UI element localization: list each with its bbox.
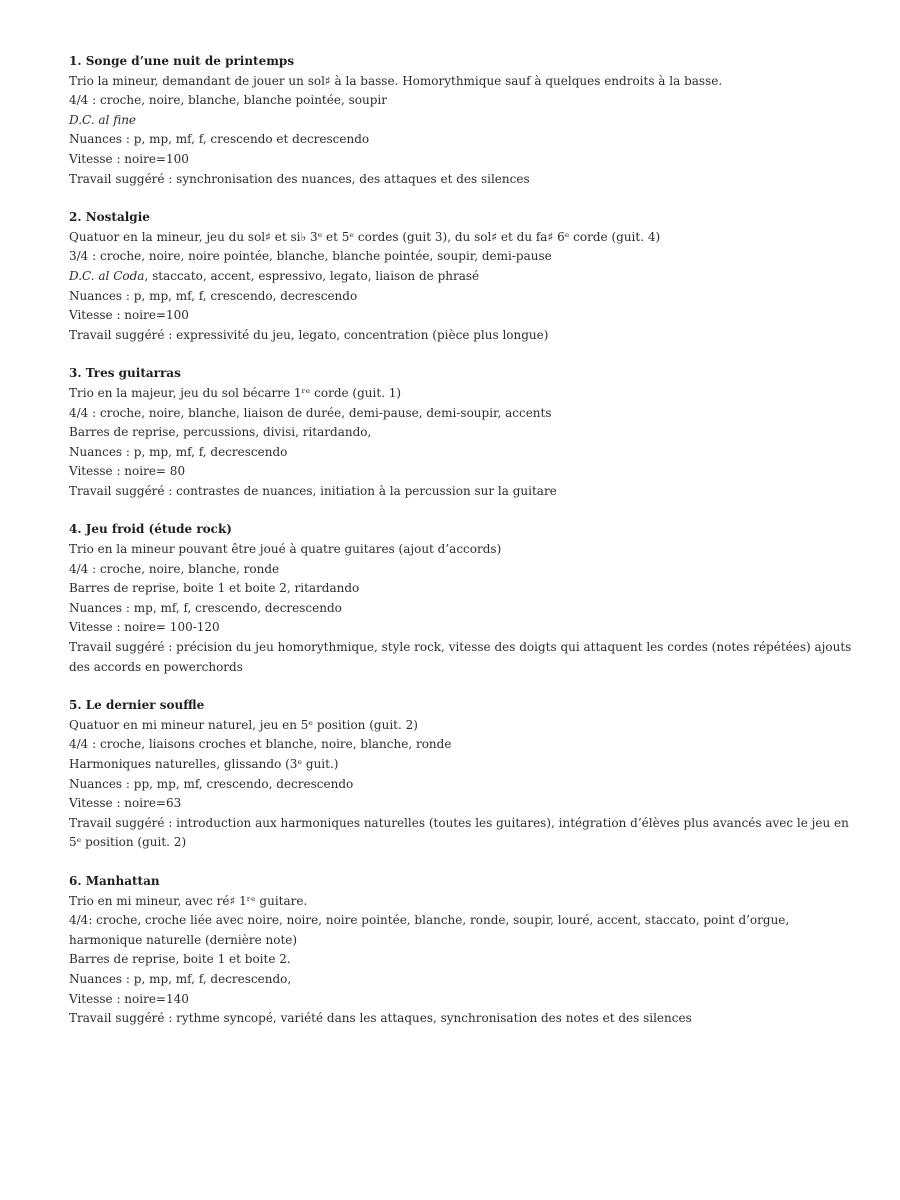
- piece-dynamics: Nuances : p, mp, mf, f, decrescendo,: [69, 971, 292, 986]
- piece-techniques: Harmoniques naturelles, glissando (3ᵉ guit.): [69, 757, 339, 771]
- piece-tempo: Vitesse : noire=100: [69, 151, 189, 166]
- piece-articulations: , staccato, accent, espressivo, legato, liaison de phrasé: [144, 268, 480, 283]
- piece-section-6: [69, 872, 859, 1029]
- piece-rhythms: 4/4 : croche, noire, blanche, liaison de durée, demi-pause, demi-soupir, accents: [69, 405, 552, 420]
- piece-rhythms: 4/4 : croche, noire, blanche, blanche pointée, soupir: [69, 93, 387, 108]
- piece-description: Trio en la majeur, jeu du sol bécarre 1ʳᵉ corde (guit. 1): [69, 385, 402, 400]
- piece-techniques: Barres de reprise, boite 1 et boite 2.: [69, 952, 291, 967]
- piece-section-3: [69, 364, 859, 501]
- piece-tempo: Vitesse : noire=63: [69, 796, 182, 811]
- piece-section-1: [69, 52, 859, 189]
- piece-suggested-work: Travail suggéré : contrastes de nuances, initiation à la percussion sur la guitare: [69, 483, 557, 498]
- piece-tempo: Vitesse : noire=140: [69, 991, 189, 1006]
- piece-description: Trio en la mineur pouvant être joué à quatre guitares (ajout d’accords): [69, 542, 502, 557]
- piece-section-2: [69, 208, 859, 345]
- piece-description: Quatuor en mi mineur naturel, jeu en 5ᵉ position (guit. 2): [69, 717, 418, 732]
- piece-dynamics: Nuances : mp, mf, f, crescendo, decrescendo: [69, 600, 342, 615]
- piece-description: Quatuor en la mineur, jeu du sol♯ et si♭ 3ᵉ et 5ᵉ cordes (guit 3), du sol♯ et du fa♯ 6ᵉ corde (guit. 4): [69, 229, 661, 244]
- piece-form: D.C. al fine: [69, 112, 137, 127]
- piece-tempo: Vitesse : noire= 80: [69, 464, 186, 479]
- piece-tempo: Vitesse : noire= 100-120: [69, 620, 220, 635]
- piece-rhythms: 3/4 : croche, noire, noire pointée, blanche, blanche pointée, soupir, demi-pause: [69, 249, 552, 264]
- piece-section-5: [69, 696, 859, 853]
- piece-dynamics: Nuances : p, mp, mf, f, crescendo, decrescendo: [69, 288, 358, 303]
- piece-dynamics: Nuances : pp, mp, mf, crescendo, decrescendo: [69, 776, 354, 791]
- piece-suggested-work: Travail suggéré : rythme syncopé, variété dans les attaques, synchronisation des notes et des silences: [69, 1011, 692, 1026]
- piece-title: 3. Tres guitarras: [69, 366, 181, 381]
- piece-rhythms: 4/4 : croche, liaisons croches et blanche, noire, blanche, ronde: [69, 737, 452, 752]
- piece-rhythms: 4/4 : croche, noire, blanche, ronde: [69, 561, 280, 576]
- document-page: [69, 52, 859, 1048]
- piece-title: 5. Le dernier souffle: [69, 698, 205, 713]
- piece-dynamics: Nuances : p, mp, mf, f, crescendo et decrescendo: [69, 132, 370, 147]
- piece-title: 4. Jeu froid (étude rock): [69, 522, 232, 537]
- piece-tempo: Vitesse : noire=100: [69, 308, 189, 323]
- piece-suggested-work: Travail suggéré : expressivité du jeu, legato, concentration (pièce plus longue): [69, 327, 549, 342]
- piece-suggested-work: Travail suggéré : synchronisation des nuances, des attaques et des silences: [69, 171, 530, 186]
- piece-dynamics: Nuances : p, mp, mf, f, decrescendo: [69, 444, 288, 459]
- piece-description: Trio en mi mineur, avec ré♯ 1ʳᵉ guitare.: [69, 893, 308, 908]
- piece-title: 1. Songe d’une nuit de printemps: [69, 54, 295, 68]
- piece-suggested-work: Travail suggéré : précision du jeu homorythmique, style rock, vitesse des doigts qui attaquent les cordes (notes répétées) ajouts des accords en powerchords: [69, 640, 852, 674]
- piece-description: Trio la mineur, demandant de jouer un sol♯ à la basse. Homorythmique sauf à quelques endroits à la basse.: [69, 73, 723, 88]
- piece-suggested-work: Travail suggéré : introduction aux harmoniques naturelles (toutes les guitares), intégration d’élèves plus avancés avec le jeu en 5ᵉ position (guit. 2): [69, 815, 849, 850]
- piece-techniques: Barres de reprise, boite 1 et boite 2, ritardando: [69, 581, 360, 596]
- piece-rhythms: 4/4: croche, croche liée avec noire, noire, noire pointée, blanche, ronde, soupir, louré, accent, staccato, point d’orgue, harmonique naturelle (dernière note): [69, 913, 790, 947]
- piece-form: D.C. al Coda: [69, 268, 145, 283]
- piece-title: 2. Nostalgie: [69, 210, 150, 225]
- piece-title: 6. Manhattan: [69, 873, 160, 888]
- piece-techniques: [69, 267, 859, 287]
- piece-section-4: [69, 520, 859, 677]
- piece-techniques: Barres de reprise, percussions, divisi, ritardando,: [69, 425, 372, 440]
